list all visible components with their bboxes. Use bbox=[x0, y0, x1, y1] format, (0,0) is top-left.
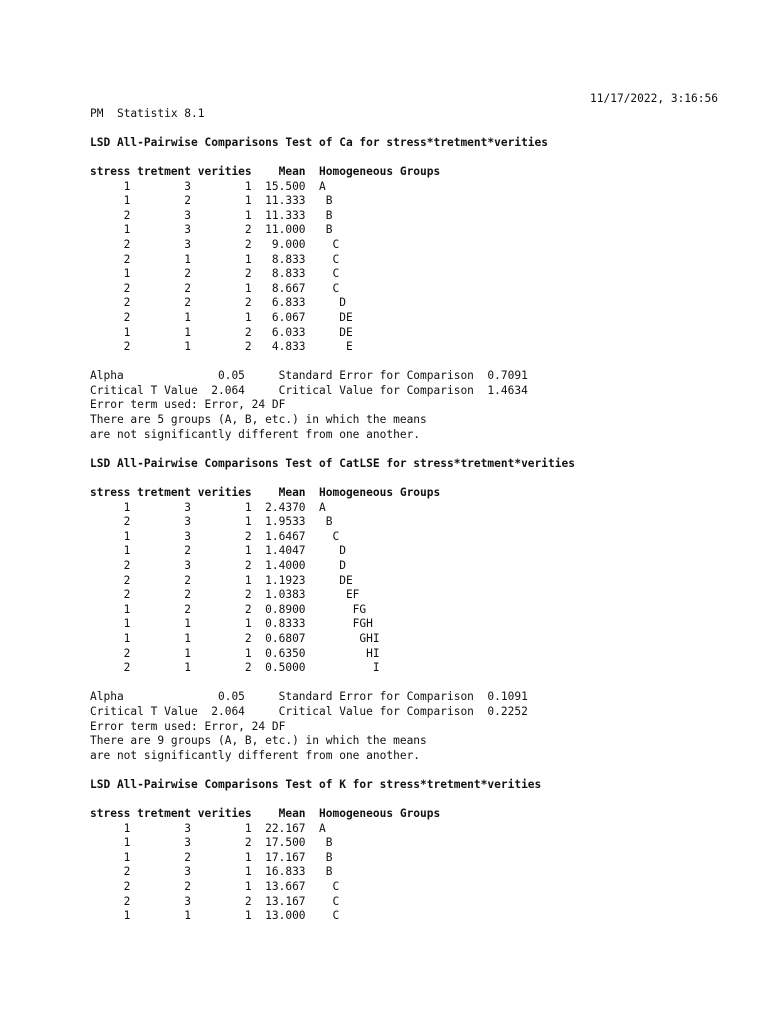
table-row: 1 3 2 11.000 B bbox=[90, 223, 333, 237]
stats-line: There are 9 groups (A, B, etc.) in which the means bbox=[90, 734, 427, 748]
table-row: 1 1 1 13.000 C bbox=[90, 909, 340, 923]
table-row: 1 2 1 11.333 B bbox=[90, 194, 333, 208]
table-row: 2 2 1 13.667 C bbox=[90, 880, 340, 894]
table-row: 1 2 1 17.167 B bbox=[90, 850, 333, 864]
stats-line: Alpha 0.05 Standard Error for Comparison 0.7091 bbox=[90, 369, 528, 383]
section-title: LSD All-Pairwise Comparisons Test of Ca for stress*tretment*verities bbox=[90, 135, 549, 149]
section-title: LSD All-Pairwise Comparisons Test of CatLSE for stress*tretment*verities bbox=[90, 456, 575, 470]
table-row: 2 1 2 4.833 E bbox=[90, 340, 353, 354]
table-row: 2 1 1 6.067 DE bbox=[90, 310, 353, 324]
table-row: 2 1 1 8.833 C bbox=[90, 252, 340, 266]
table-row: 1 2 1 1.4047 D bbox=[90, 544, 346, 558]
stats-line: Critical T Value 2.064 Critical Value for Comparison 0.2252 bbox=[90, 704, 528, 718]
table-row: 2 3 2 9.000 C bbox=[90, 237, 340, 251]
stats-line: Error term used: Error, 24 DF bbox=[90, 398, 286, 412]
table-row: 1 1 2 6.033 DE bbox=[90, 325, 353, 339]
stats-line: are not significantly different from one another. bbox=[90, 427, 421, 441]
table-row: 2 3 1 1.9533 B bbox=[90, 515, 333, 529]
document-page bbox=[90, 92, 718, 924]
stats-line: Alpha 0.05 Standard Error for Comparison 0.1091 bbox=[90, 690, 528, 704]
section-k bbox=[90, 778, 690, 924]
table-row: 2 3 2 1.4000 D bbox=[90, 559, 346, 572]
section-catlse bbox=[90, 457, 690, 763]
table-row: 1 2 2 0.8900 FG bbox=[90, 602, 367, 616]
table-row: 1 1 1 0.8333 FGH bbox=[90, 617, 373, 631]
table-row: 1 3 2 17.500 B bbox=[90, 836, 333, 850]
table-header: stress tretment verities Mean Homogeneous Groups bbox=[90, 164, 441, 178]
section-ca bbox=[90, 136, 690, 442]
report-ampm: PM bbox=[90, 106, 104, 120]
table-header: stress tretment verities Mean Homogeneous Groups bbox=[90, 486, 441, 500]
stats-line: Error term used: Error, 24 DF bbox=[90, 719, 286, 733]
report-datetime: 11/17/2022, 3:16:56 bbox=[590, 92, 718, 105]
table-row: 2 1 2 0.5000 I bbox=[90, 661, 380, 675]
table-row: 1 3 1 2.4370 A bbox=[90, 500, 326, 514]
table-row: 2 2 2 6.833 D bbox=[90, 296, 346, 310]
table-row: 1 3 1 22.167 A bbox=[90, 821, 326, 835]
stats-line: There are 5 groups (A, B, etc.) in which the means bbox=[90, 413, 427, 427]
table-row: 1 1 2 0.6807 GHI bbox=[90, 631, 380, 645]
table-row: 2 2 1 1.1923 DE bbox=[90, 573, 353, 587]
table-row: 1 3 1 15.500 A bbox=[90, 179, 326, 193]
app-name: Statistix 8.1 bbox=[116, 106, 205, 120]
table-header: stress tretment verities Mean Homogeneous Groups bbox=[90, 807, 441, 821]
table-row: 2 2 2 1.0383 EF bbox=[90, 588, 360, 602]
stats-line: are not significantly different from one another. bbox=[90, 748, 421, 762]
table-row: 1 2 2 8.833 C bbox=[90, 267, 340, 281]
section-title: LSD All-Pairwise Comparisons Test of K for stress*tretment*verities bbox=[90, 777, 542, 791]
table-row: 1 3 2 1.6467 C bbox=[90, 529, 340, 543]
stats-line: Critical T Value 2.064 Critical Value for Comparison 1.4634 bbox=[90, 383, 528, 397]
table-row: 2 2 1 8.667 C bbox=[90, 281, 340, 295]
table-row: 2 3 2 13.167 C bbox=[90, 894, 340, 908]
table-row: 2 3 1 11.333 B bbox=[90, 208, 333, 222]
table-row: 2 1 1 0.6350 HI bbox=[90, 646, 380, 660]
table-row: 2 3 1 16.833 B bbox=[90, 865, 333, 879]
